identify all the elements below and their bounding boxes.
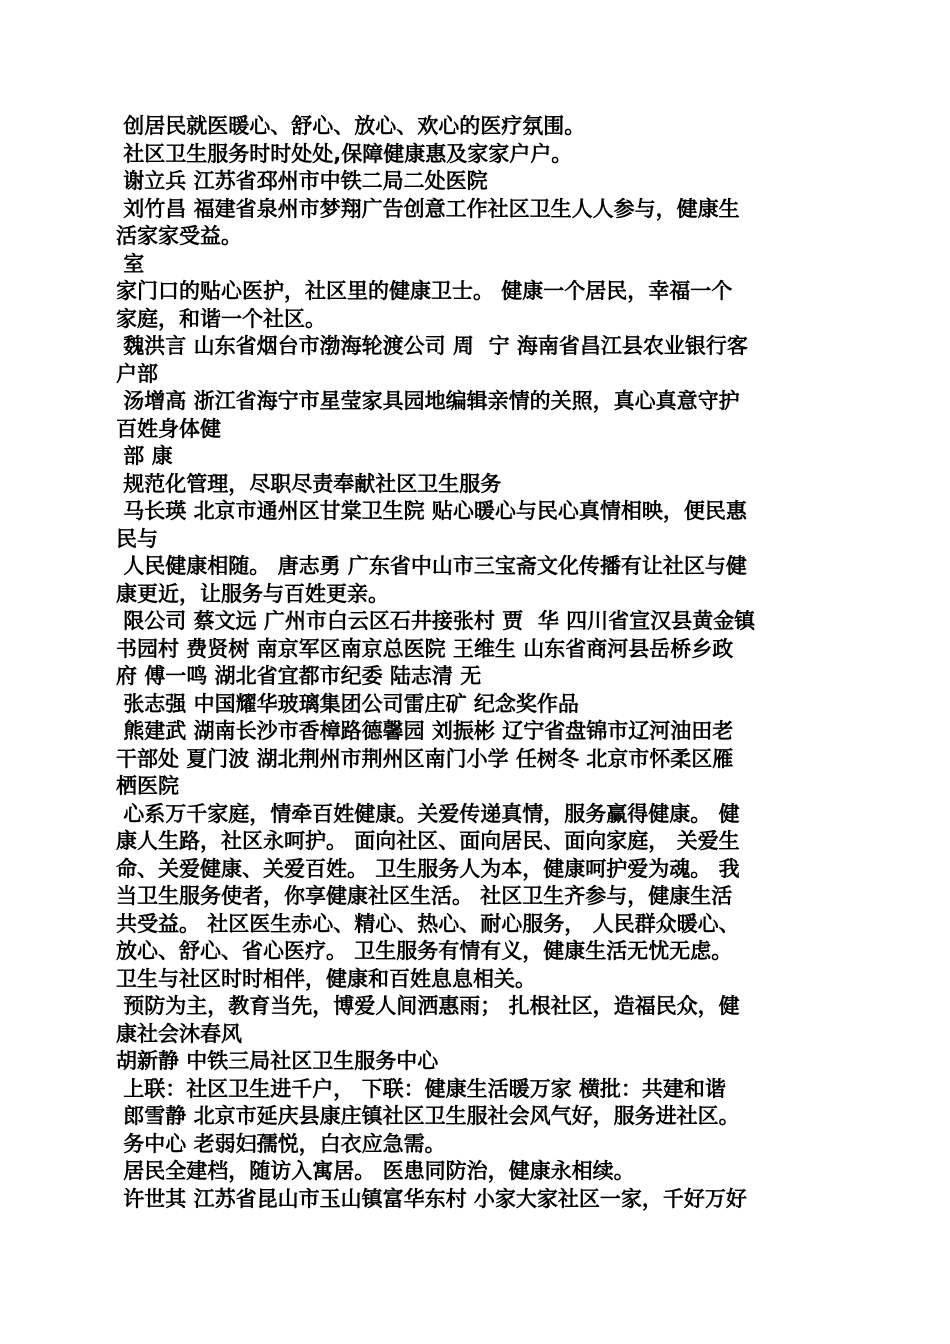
text-line: 谢立兵 江苏省邳州市中铁二局二处医院: [116, 169, 488, 193]
text-line: 放心、舒心、省心医疗。 卫生服务有情有义，健康生活无忧无虑。: [116, 939, 733, 963]
text-line: 务中心 老弱妇孺悦，白衣应急需。: [116, 1131, 446, 1156]
text-line: 上联：社区卫生进千户， 下联：健康生活暖万家 横批：共建和谐: [116, 1076, 726, 1101]
text-line: 熊建武 湖南长沙市香樟路德馨园 刘振彬 辽宁省盘锦市辽河油田老: [116, 719, 734, 743]
text-line: 限公司 蔡文远 广州市白云区石井接张村 贾 华 四川省宣汉县黄金镇: [116, 609, 756, 633]
text-line: 家门口的贴心医护，社区里的健康卫士。 健康一个居民，幸福一个: [116, 279, 733, 303]
text-line: 马长瑛 北京市通州区甘棠卫生院 贴心暖心与民心真情相映，便民惠: [116, 499, 747, 523]
text-line: 民与: [116, 526, 158, 551]
text-line: 规范化管理，尽职尽责奉献社区卫生服务: [116, 471, 502, 496]
text-line: 魏洪言 山东省烟台市渤海轮渡公司 周 宁 海南省昌江县农业银行客: [116, 334, 748, 358]
document-body: [116, 113, 834, 1213]
text-line: 书园村 费贤树 南京军区南京总医院 王维生 山东省商河县岳桥乡政: [116, 636, 734, 661]
text-line: 人民健康相随。 唐志勇 广东省中山市三宝斋文化传播有让社区与健: [116, 554, 747, 578]
text-line: 许世其 江苏省昆山市玉山镇富华东村 小家大家社区一家，千好万好: [116, 1186, 747, 1211]
text-line: 室: [116, 251, 145, 276]
text-line: 户部: [116, 361, 158, 386]
text-line: 康更近，让服务与百姓更亲。: [116, 581, 389, 606]
text-line: 部 康: [116, 444, 173, 468]
text-line: 百姓身体健: [116, 416, 221, 441]
text-line: 栖医院: [116, 774, 179, 798]
text-line: 府 傅一鸣 湖北省宜都市纪委 陆志清 无: [116, 664, 482, 688]
text-line: 干部处 夏门波 湖北荆州市荆州区南门小学 任树冬 北京市怀柔区雁: [116, 746, 734, 771]
text-line: 预防为主，教育当先，博爱人间洒惠雨； 扎根社区，造福民众，健: [116, 994, 740, 1018]
text-line: 康人生路，社区永呵护。 面向社区、面向居民、面向家庭， 关爱生: [116, 829, 740, 853]
text-line: 居民全建档，随访入寓居。 医患同防治，健康永相续。: [116, 1159, 635, 1183]
text-line: 胡新静 中铁三局社区卫生服务中心: [116, 1049, 439, 1073]
text-line: 活家家受益。: [116, 224, 242, 248]
text-line: 家庭，和谐一个社区。: [116, 306, 326, 331]
text-line: 创居民就医暖心、舒心、放心、欢心的医疗氛围。: [116, 114, 586, 138]
text-line: 张志强 中国耀华玻璃集团公司雷庄矿 纪念奖作品: [116, 691, 579, 716]
text-line: 郎雪静 北京市延庆县康庄镇社区卫生服社会风气好，服务进社区。: [116, 1104, 740, 1128]
text-line: 刘竹昌 福建省泉州市梦翔广告创意工作社区卫生人人参与，健康生: [116, 196, 740, 221]
text-line: 当卫生服务使者，你享健康社区生活。 社区卫生齐参与，健康生活: [116, 884, 733, 908]
text-line: 命、关爱健康、关爱百姓。 卫生服务人为本，健康呵护爱为魂。 我: [116, 856, 740, 881]
text-line: 共受益。 社区医生赤心、精心、热心、耐心服务， 人民群众暖心、: [116, 911, 740, 936]
text-line: 卫生与社区时时相伴，健康和百姓息息相关。: [116, 966, 536, 991]
text-line: 心系万千家庭，情牵百姓健康。关爱传递真情，服务赢得健康。 健: [116, 801, 740, 826]
text-line: 汤增高 浙江省海宁市星莹家具园地编辑亲情的关照，真心真意守护: [116, 389, 740, 413]
text-line: 康社会沐春风: [116, 1021, 242, 1046]
text-line: 社区卫生服务时时处处,保障健康惠及家家户户。: [116, 141, 573, 166]
